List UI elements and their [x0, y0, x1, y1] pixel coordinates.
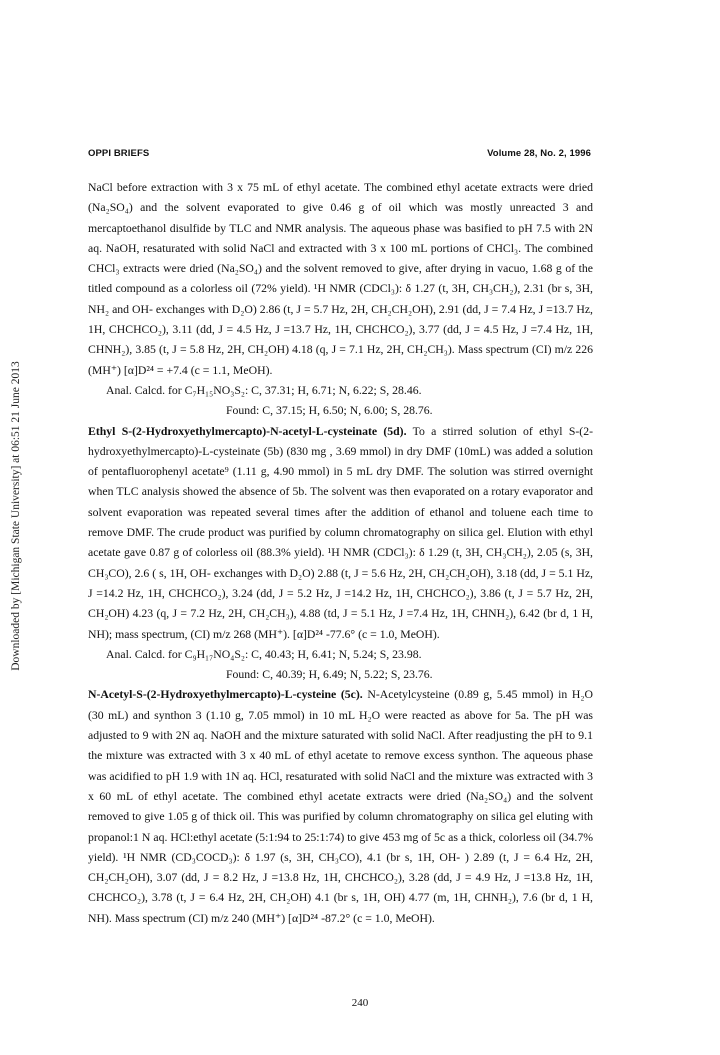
- paragraph-5d: [88, 422, 593, 645]
- compound-heading-5d: Ethyl S-(2-Hydroxyethylmercapto)-N-acetyl-L-cysteinate (5d).: [88, 424, 407, 438]
- paragraph-continued: NaCl before extraction with 3 x 75 mL of ethyl acetate. The combined ethyl acetate extracts were dried (Na₂SO₄) and the solvent evaporated to give 0.46 g of oil which was mostly unreacted 3 and mercaptoethanol disulfide by TLC and NMR analysis. The aqueous phase was basified to pH 7.5 with 2N aq. NaOH, resaturated with solid NaCl and extracted with 3 x 100 mL portions of CHCl₃. The combined CHCl₃ extracts were dried (Na₂SO₄) and the solvent removed to give, after drying in vacuo, 1.68 g of the titled compound as a colorless oil (72% yield). ¹H NMR (CDCl₃): δ 1.27 (t, 3H, CH₃CH₂), 2.31 (br s, 3H, NH₂ and OH- exchanges with D₂O) 2.86 (t, J = 5.7 Hz, 2H, CH₂CH₂OH), 2.91 (dd, J = 7.4 Hz, J =13.7 Hz, 1H, CHCHCO₂), 3.11 (dd, J = 4.5 Hz, J =13.7 Hz, 1H, CHCHCO₂), 3.77 (dd, J = 4.5 Hz, J =7.4 Hz, 1H, CHNH₂), 3.85 (t, J = 5.8 Hz, 2H, CH₂OH) 4.18 (q, J = 7.1 Hz, 2H, CH₂CH₃). Mass spectrum (CI) m/z 226 (MH⁺) [α]D²⁴ = +7.4 (c = 1.1, MeOH).: [88, 181, 593, 377]
- analysis-found: Found: C, 40.39; H, 6.49; N, 5.22; S, 23.76.: [226, 668, 433, 682]
- page-number: 240: [351, 997, 369, 1009]
- article-body: [88, 178, 593, 929]
- analysis-calcd: Anal. Calcd. for C₇H₁₅NO₃S₂: C, 37.31; H, 6.71; N, 6.22; S, 28.46.: [106, 383, 422, 397]
- journal-section: OPPI BRIEFS: [88, 148, 150, 159]
- compound-heading-5c: N-Acetyl-S-(2-Hydroxyethylmercapto)-L-cysteine (5c).: [88, 688, 363, 702]
- download-watermark: Downloaded by [Michigan State University] at 06:51 21 June 2013: [10, 361, 22, 671]
- volume-info: Volume 28, No. 2, 1996: [487, 148, 591, 159]
- analysis-found: Found: C, 37.15; H, 6.50; N, 6.00; S, 28.76.: [226, 404, 433, 418]
- analysis-calcd: Anal. Calcd. for C₉H₁₇NO₄S₂: C, 40.43; H, 6.41; N, 5.24; S, 23.98.: [106, 647, 422, 661]
- procedure-5d: To a stirred solution of ethyl S-(2-hydroxyethylmercapto)-L-cysteinate (5b) (830 mg , 3.69 mmol) in dry DMF (10mL) was added a solution of pentafluorophenyl acetate⁹ (1.11 g, 4.90 mmol) in 5 mL dry DMF. The solution was stirred overnight when TLC analysis showed the absence of 5b. The solvent was then evaporated on a rotary evaporator and solvent evaporation was repeated several times after the addition of ethanol and toluene each time to remove DMF. The crude product was purified by column chromatography on silica gel. Elution with ethyl acetate gave 0.87 g of colorless oil (88.3% yield). ¹H NMR (CDCl₃): δ 1.29 (t, 3H, CH₃CH₂), 2.05 (s, 3H, CH₃CO), 2.6 ( s, 1H, OH- exchanges with D₂O) 2.88 (t, J = 5.6 Hz, 2H, CH₂CH₂OH), 3.18 (dd, J = 5.1 Hz, J =14.2 Hz, 1H, CHCHCO₂), 3.24 (dd, J = 5.2 Hz, J =14.2 Hz, 1H, CHCHCO₂), 3.86 (t, J = 5.7 Hz, 2H, CH₂OH) 4.23 (q, J = 7.2 Hz, 2H, CH₂CH₃), 4.88 (td, J = 5.1 Hz, J =7.4 Hz, 1H, CHNH₂), 6.42 (br d, 1 H, NH); mass spectrum, (CI) m/z 268 (MH⁺). [α]D²⁴ -77.6° (c = 1.0, MeOH).: [88, 424, 593, 641]
- procedure-5c: N-Acetylcysteine (0.89 g, 5.45 mmol) in H₂O (30 mL) and synthon 3 (1.10 g, 7.05 mmol) in 10 mL H₂O were reacted as above for 5a. The pH was adjusted to 9 with 2N aq. NaOH and the mixture saturated with solid NaCl. After readjusting the pH to 9.1 the mixture was extracted with 3 x 40 mL of ethyl acetate to remove excess synthon. The aqueous phase was acidified to pH 1.9 with 1N aq. HCl, resaturated with solid NaCl and the mixture was extracted with 3 x 60 mL of ethyl acetate. The combined ethyl acetate extracts were dried (Na₂SO₄) and the solvent removed to give 1.05 g of thick oil. This was purified by column chromatography on silica gel eluting with propanol:1 N aq. HCl:ethyl acetate (5:1:94 to 25:1:74) to give 453 mg of 5c as a thick, colorless oil (34.7% yield). ¹H NMR (CD₃COCD₃): δ 1.97 (s, 3H, CH₃CO), 4.1 (br s, 1H, OH- ) 2.89 (t, J = 6.4 Hz, 2H, CH₂CH₂OH), 3.07 (dd, J = 8.2 Hz, J =13.8 Hz, 1H, CHCHCO₂), 3.28 (dd, J = 4.9 Hz, J =13.8 Hz, 1H, CHCHCO₂), 3.78 (t, J = 6.4 Hz, 2H, CH₂OH) 4.1 (br s, 1H, OH) 4.77 (m, 1H, CHNH₂), 7.6 (br d, 1 H, NH). Mass spectrum (CI) m/z 240 (MH⁺) [α]D²⁴ -87.2° (c = 1.0, MeOH).: [88, 688, 594, 925]
- running-header: [88, 148, 591, 159]
- paragraph-5c: [88, 685, 593, 929]
